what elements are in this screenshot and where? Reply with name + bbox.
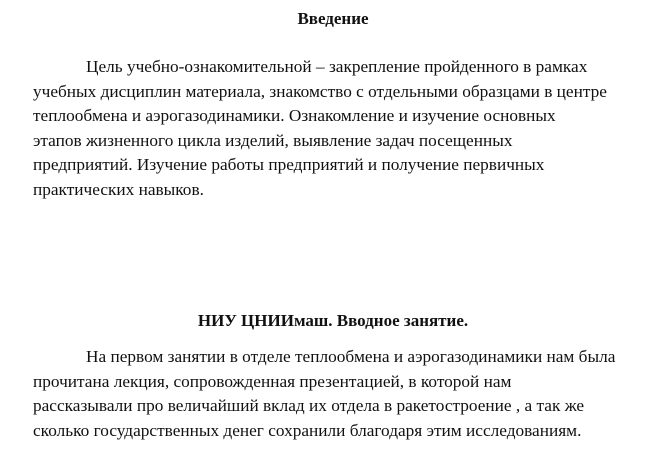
section-line-2: прочитана лекция, сопровожденная презентацией, в которой нам <box>33 371 512 391</box>
intro-line-6: практических навыков. <box>33 179 204 199</box>
section-paragraph <box>33 345 658 443</box>
intro-line-1: Цель учебно-ознакомительной – закрепление пройденного в рамках <box>86 57 588 76</box>
intro-line-2: учебных дисциплин материала, знакомство с отдельными образцами в центре <box>33 81 607 101</box>
section-line-1: На первом занятии в отделе теплообмена и аэрогазодинамики нам была <box>86 347 616 366</box>
intro-line-5: предприятий. Изучение работы предприятий и получение первичных <box>33 155 545 175</box>
intro-line-4: этапов жизненного цикла изделий, выявление задач посещенных <box>33 130 513 150</box>
section-line-4: сколько государственных денег сохранили благодаря этим исследованиям. <box>33 420 582 440</box>
intro-paragraph <box>33 55 658 203</box>
intro-line-3: теплообмена и аэрогазодинамики. Ознакомление и изучение основных <box>33 106 556 126</box>
intro-heading: Введение <box>297 9 369 28</box>
section-line-3: рассказывали про величайший вклад их отдела в ракетостроение , а так же <box>33 396 585 416</box>
section-heading: НИУ ЦНИИмаш. Вводное занятие. <box>197 311 469 330</box>
